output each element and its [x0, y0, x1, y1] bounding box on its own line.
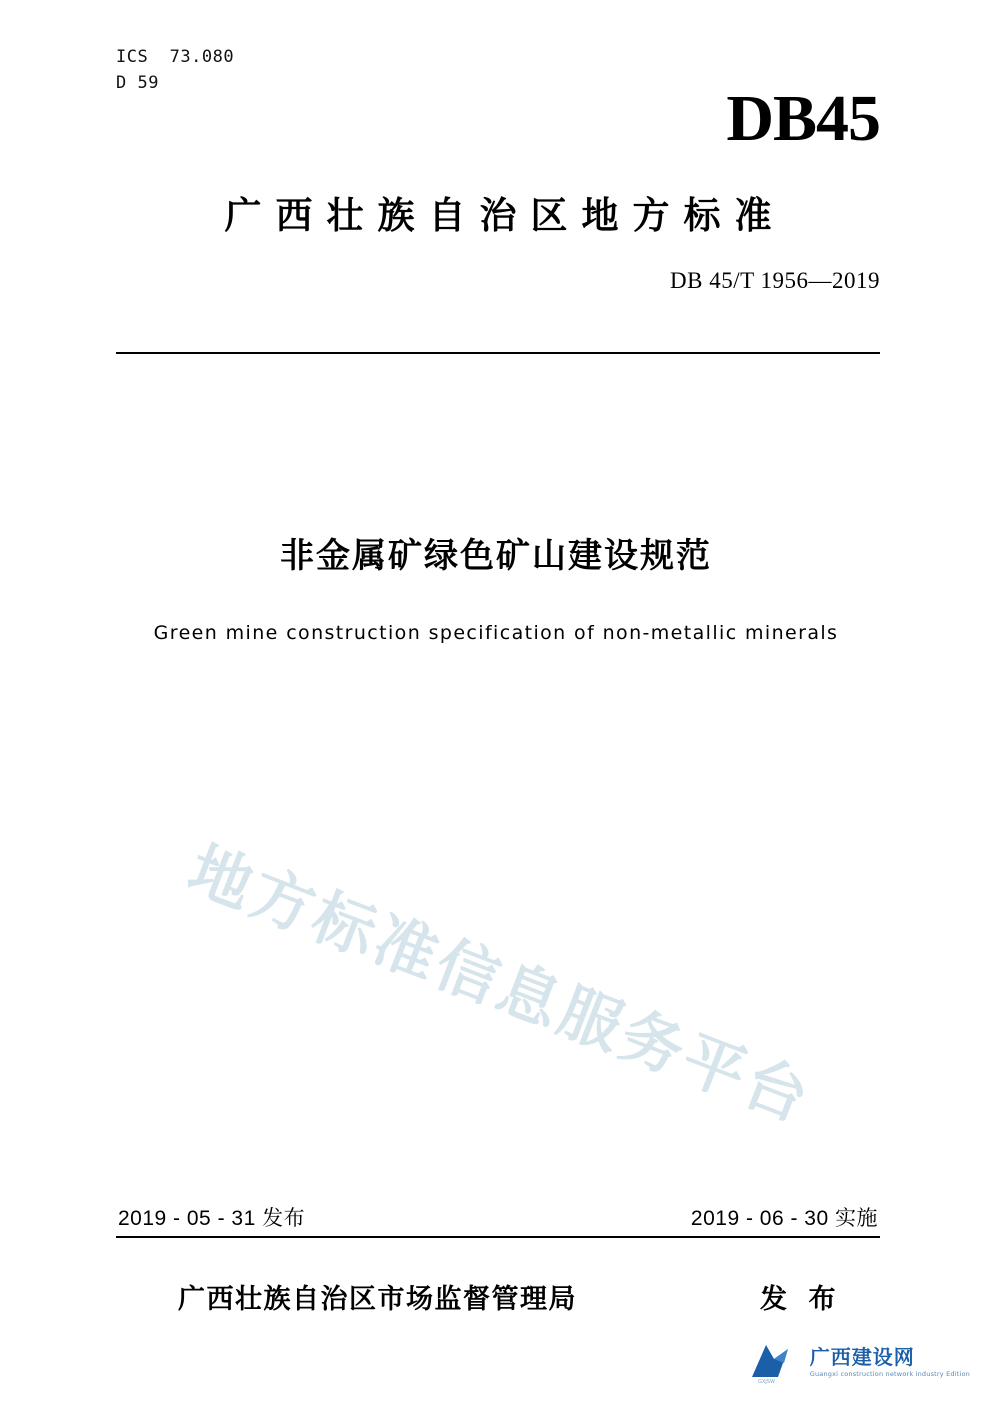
classification-block — [116, 44, 234, 97]
site-name-en: Guangxi construction network industry Edition — [809, 1370, 970, 1379]
document-title-english: Green mine construction specification of non-metallic minerals — [153, 622, 839, 644]
issue-date: 2019 - 05 - 31 发布 — [118, 1207, 306, 1230]
ics-number: ICS 73.080 — [116, 47, 235, 67]
standard-number: DB 45/T 1956—2019 — [670, 268, 880, 293]
ccs-number: D 59 — [116, 73, 159, 94]
svg-text:GXJSW: GXJSW — [757, 1379, 775, 1385]
publish-label: 发 布 — [760, 1284, 843, 1314]
watermark-text: 地方标准信息服务平台 — [179, 834, 821, 1136]
site-logo-text — [810, 1347, 970, 1378]
implementation-date: 2019 - 06 - 30 实施 — [690, 1207, 878, 1230]
star-icon — [744, 1341, 802, 1385]
document-title-chinese: 非金属矿绿色矿山建设规范 — [280, 537, 712, 575]
site-name-cn: 广西建设网 — [809, 1347, 915, 1370]
site-logo — [744, 1341, 970, 1385]
standard-mark-db45: DB45 — [726, 82, 880, 155]
header-divider — [116, 352, 880, 354]
standard-authority-title: 广西壮族自治区地方标准 — [224, 195, 786, 236]
dates-divider — [116, 1236, 880, 1238]
publisher-name: 广西壮族自治区市场监督管理局 — [178, 1284, 577, 1314]
